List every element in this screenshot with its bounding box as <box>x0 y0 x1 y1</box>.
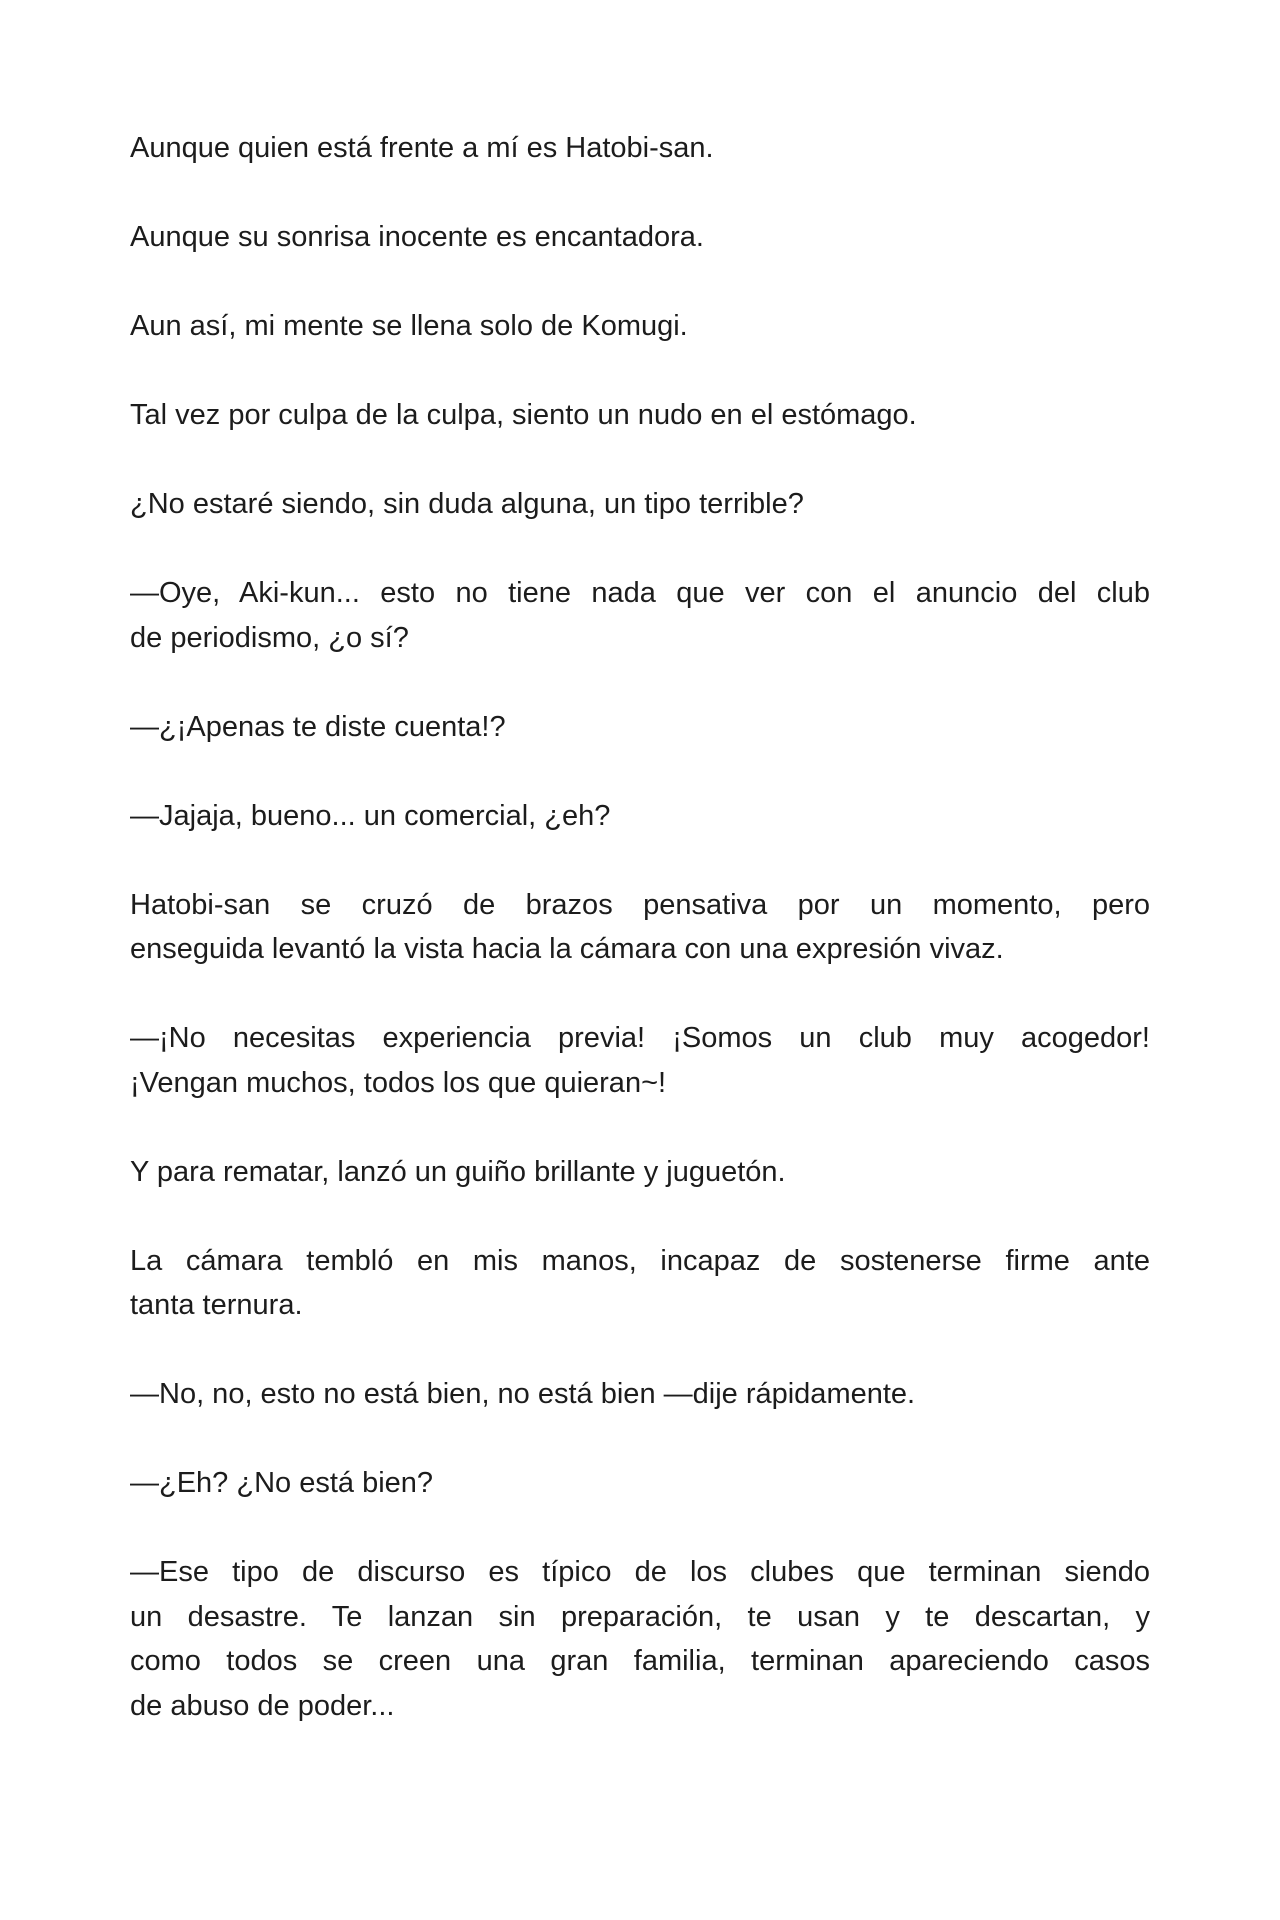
text-line: enseguida levantó la vista hacia la cámara con una expresión vivaz. <box>130 933 1004 965</box>
text-line: de periodismo, ¿o sí? <box>130 621 409 654</box>
dialogue-paragraph <box>130 705 1150 750</box>
paragraph <box>130 393 1150 438</box>
text-line: —¿¡Apenas te diste cuenta!? <box>130 710 506 743</box>
text-line: Y para rematar, lanzó un guiño brillante y juguetón. <box>130 1155 786 1188</box>
document-page <box>130 126 1150 1773</box>
text-line: Aunque su sonrisa inocente es encantadora. <box>130 221 704 253</box>
text-line: Hatobi-san se cruzó de brazos pensativa por un momento, pero <box>130 888 1150 921</box>
dialogue-paragraph <box>130 1372 1150 1417</box>
dialogue-paragraph <box>130 1461 1150 1506</box>
text-line: de abuso de poder... <box>130 1689 395 1722</box>
text-line: un desastre. Te lanzan sin preparación, te usan y te descartan, y <box>130 1600 1150 1633</box>
paragraph <box>130 126 1150 171</box>
text-line: Tal vez por culpa de la culpa, siento un nudo en el estómago. <box>130 399 917 431</box>
text-line: —Ese tipo de discurso es típico de los clubes que terminan siendo <box>130 1556 1150 1588</box>
paragraph <box>130 1239 1150 1328</box>
text-line: —¡No necesitas experiencia previa! ¡Somos un club muy acogedor! <box>130 1022 1150 1054</box>
text-line: ¡Vengan muchos, todos los que quieran~! <box>130 1066 667 1099</box>
paragraph <box>130 883 1150 972</box>
text-line: —Jajaja, bueno... un comercial, ¿eh? <box>130 799 611 832</box>
text-line: —Oye, Aki-kun... esto no tiene nada que ver con el anuncio del club <box>130 577 1150 609</box>
dialogue-paragraph <box>130 1550 1150 1728</box>
text-line: como todos se creen una gran familia, terminan apareciendo casos <box>130 1645 1150 1677</box>
text-line: tanta ternura. <box>130 1289 303 1321</box>
paragraph <box>130 304 1150 349</box>
paragraph <box>130 482 1150 527</box>
text-line: ¿No estaré siendo, sin duda alguna, un tipo terrible? <box>130 488 804 520</box>
text-line: —No, no, esto no está bien, no está bien —dije rápidamente. <box>130 1378 916 1410</box>
text-line: Aunque quien está frente a mí es Hatobi-san. <box>130 132 714 164</box>
text-line: Aun así, mi mente se llena solo de Komugi. <box>130 310 688 342</box>
text-line: —¿Eh? ¿No está bien? <box>130 1467 434 1499</box>
paragraph <box>130 1150 1150 1195</box>
text-line: La cámara tembló en mis manos, incapaz de sostenerse firme ante <box>130 1244 1150 1277</box>
paragraph <box>130 215 1150 260</box>
dialogue-paragraph <box>130 571 1150 660</box>
dialogue-paragraph <box>130 1016 1150 1105</box>
dialogue-paragraph <box>130 794 1150 839</box>
